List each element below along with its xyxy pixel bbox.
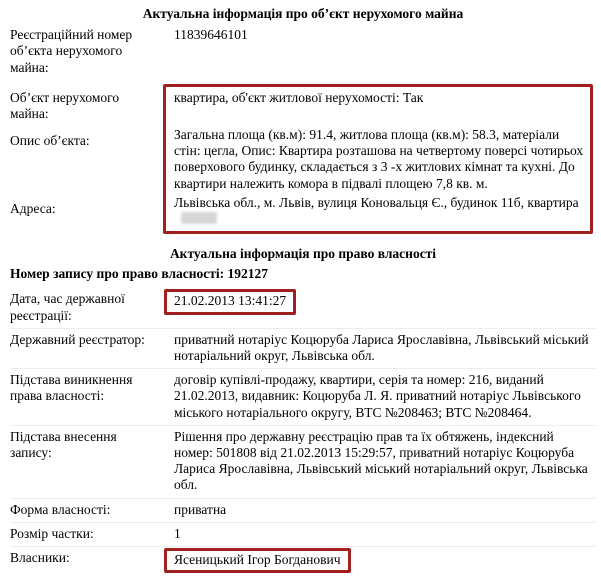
object-row — [10, 84, 596, 127]
ownership-section-title: Актуальна інформація про право власності — [169, 246, 437, 262]
state-registrar-value: приватний нотаріус Коцюруба Лариса Ярославівна, Львівський міський нотаріальний округ, Львівська обл. — [174, 331, 589, 363]
address-label: Адреса: — [10, 200, 56, 216]
ownership-form-label: Форма власності: — [10, 501, 111, 517]
address-value — [163, 195, 596, 234]
record-basis-value: Рішення про державну реєстрацію прав та їх обтяжень, індексний номер: 501808 від 21.02.2013 15:29:57, приватний нотаріус Коцюруба Лариса Ярославівна, Львівський міський нотаріальний округ, Львівська обл. — [174, 428, 588, 493]
ownership-ground-row — [10, 369, 596, 426]
share-size-row — [10, 523, 596, 547]
registration-date-label: Дата, час державної реєстрації: — [10, 291, 125, 323]
record-basis-label: Підстава внесення запису: — [10, 428, 117, 460]
owners-value-cell — [163, 550, 596, 573]
ownership-form-value: приватна — [174, 501, 227, 517]
share-size-value: 1 — [174, 525, 181, 541]
record-basis-row — [10, 426, 596, 499]
owners-row — [10, 547, 596, 577]
redacted-apartment-number — [181, 212, 217, 224]
registration-number-row — [10, 27, 596, 76]
ownership-table — [10, 288, 596, 577]
registration-date-row — [10, 288, 596, 328]
description-value: Загальна площа (кв.м): 91.4, житлова площа (кв.м): 58.3, матеріали стін: цегла, Опис: Квартира розташова на четвертому поверсі чотирьох поверхового будинку, складається з 3 -х житлових кімнат та кухні. До квартири належить комора в підвалі площею 7,8 кв. м. — [174, 126, 584, 191]
address-row — [10, 195, 596, 234]
property-section-title: Актуальна інформація про об’єкт нерухомого майна — [142, 6, 464, 21]
ownership-ground-value: договір купівлі-продажу, квартири, серія та номер: 216, виданий 21.02.2013, видавник: Коцюруба Л. Я. приватний нотаріус Львівського міського нотаріального округу, ВТС №208463; ВТС №208464. — [174, 372, 581, 420]
description-label: Опис об’єкта: — [10, 132, 90, 148]
description-row — [10, 127, 596, 195]
object-label: Об’єкт нерухомого майна: — [10, 89, 120, 121]
registration-number-value: 11839646101 — [174, 27, 248, 43]
state-registrar-label: Державний реєстратор: — [10, 331, 145, 347]
object-value: квартира, об'єкт житлової нерухомості: Так — [174, 89, 424, 105]
registration-date-highlight-box: 21.02.2013 13:41:27 — [164, 289, 296, 314]
state-registrar-row — [10, 329, 596, 369]
registration-date-value-cell — [163, 291, 596, 314]
registration-number-label: Реєстраційний номер об’єкта нерухомого майна: — [10, 27, 133, 75]
ownership-ground-label: Підстава виникнення права власності: — [10, 372, 133, 404]
ownership-record-number-line: Номер запису про право власності: 192127 — [10, 266, 269, 282]
address-text: Львівська обл., м. Львів, вулиця Коновальця Є., будинок 11б, квартира — [174, 194, 579, 210]
share-size-label: Розмір частки: — [10, 525, 94, 541]
owner-name-highlight-box: Ясеницький Ігор Богданович — [164, 548, 351, 573]
ownership-form-row — [10, 499, 596, 523]
owners-label: Власники: — [10, 549, 70, 565]
property-highlighted-block — [10, 84, 596, 234]
